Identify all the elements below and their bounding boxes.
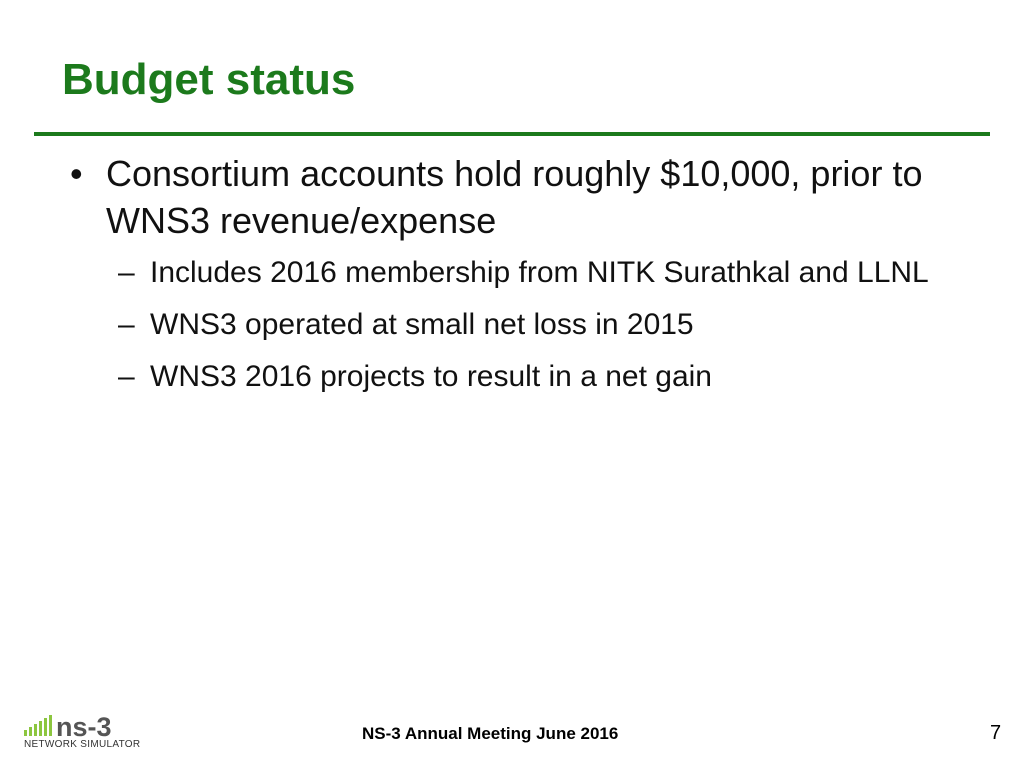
bullet-list (70, 150, 990, 408)
title-divider (34, 132, 990, 136)
sub-bullet-text: Includes 2016 membership from NITK Surathkal and LLNL (150, 256, 929, 289)
dash-glyph: – (118, 308, 135, 341)
sub-bullet-text: WNS3 operated at small net loss in 2015 (150, 308, 694, 341)
sub-bullet-item (70, 356, 990, 398)
sub-bullet-text: WNS3 2016 projects to result in a net gain (150, 360, 712, 393)
sub-bullet-item (70, 252, 990, 294)
ns3-logo-icon (24, 712, 144, 740)
logo-wordmark: ns-3 (56, 712, 112, 740)
dash-glyph: – (118, 256, 135, 289)
sub-bullet-item (70, 304, 990, 346)
logo-subtitle: NETWORK SIMULATOR (24, 739, 141, 750)
dash-glyph: – (118, 360, 135, 393)
page-number: 7 (990, 722, 1002, 744)
footer-text: NS-3 Annual Meeting June 2016 (362, 724, 619, 743)
bullet-text: Consortium accounts hold roughly $10,000, prior to WNS3 revenue/expense (106, 153, 923, 241)
bullet-item (70, 150, 990, 244)
bullet-glyph: • (70, 153, 83, 194)
ns3-logo (24, 712, 144, 752)
slide-title: Budget status (62, 55, 356, 104)
